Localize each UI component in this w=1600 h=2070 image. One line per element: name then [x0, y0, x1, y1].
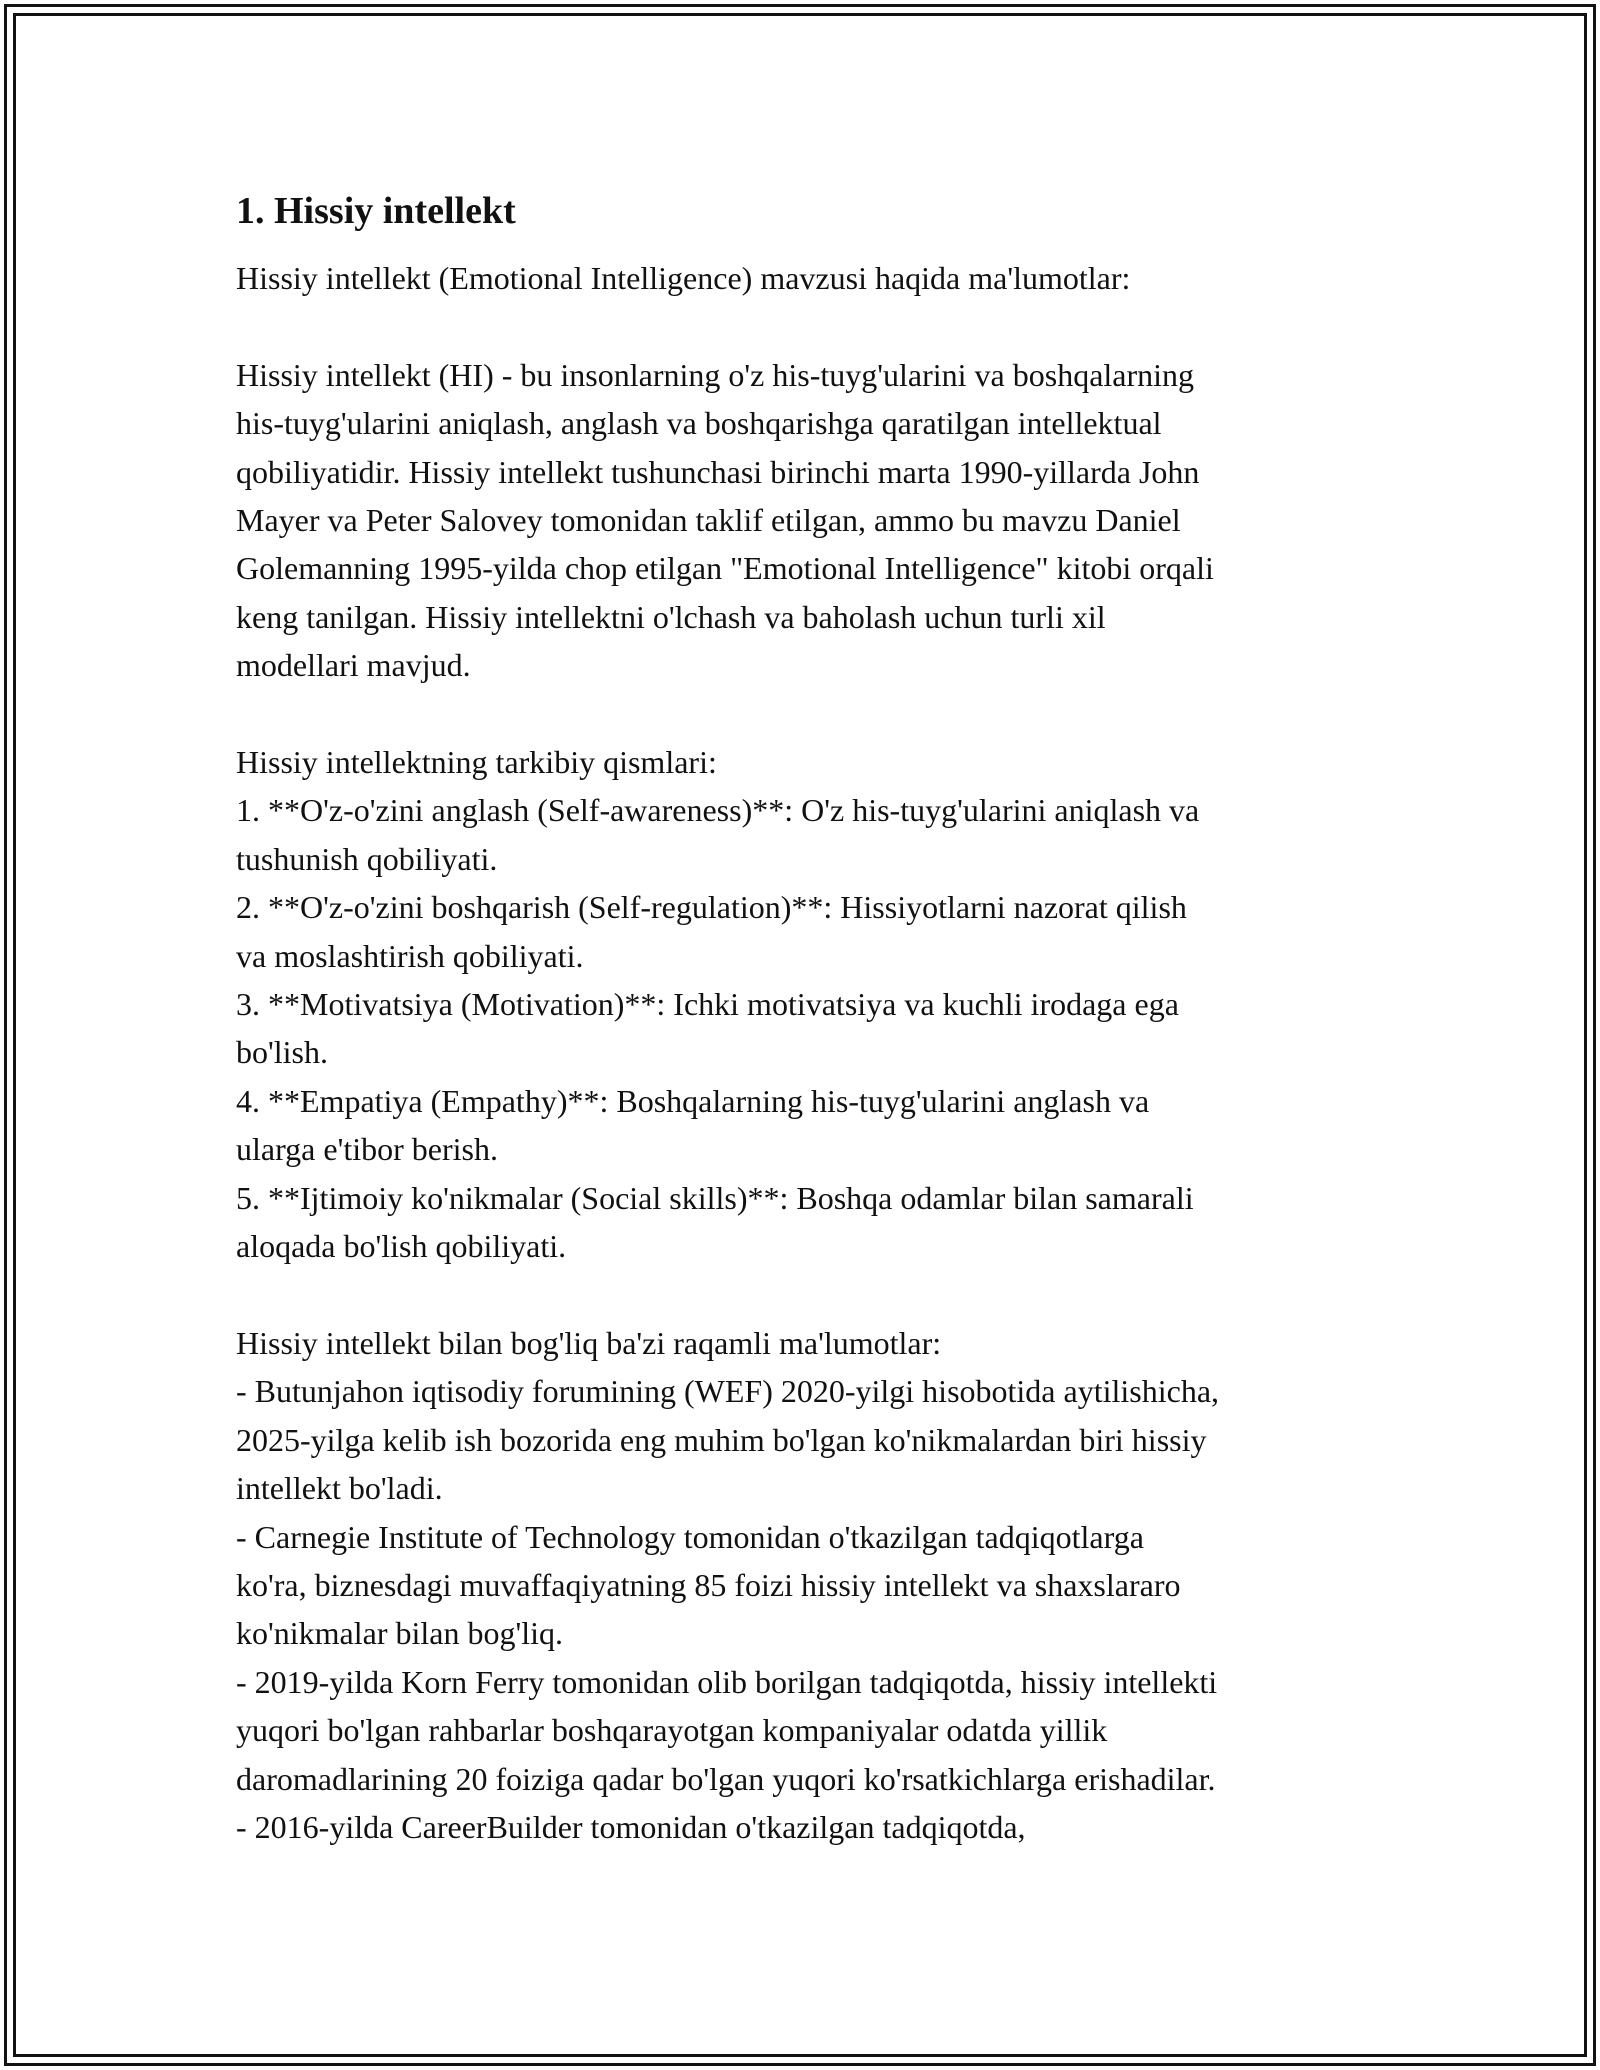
stats-line: daromadlarining 20 foiziga qadar bo'lgan yuqori ko'rsatkichlarga erishadilar.: [236, 1760, 1216, 1797]
component-line: va moslashtirish qobiliyati.: [236, 937, 584, 974]
stats-line: - Carnegie Institute of Technology tomonidan o'tkazilgan tadqiqotlarga: [236, 1518, 1144, 1555]
component-line: 5. **Ijtimoiy ko'nikmalar (Social skills)**: Boshqa odamlar bilan samarali: [236, 1179, 1194, 1216]
stats-line: ko'ra, biznesdagi muvaffaqiyatning 85 foizi hissiy intellekt va shaxslararo: [236, 1566, 1181, 1603]
component-line: 3. **Motivatsiya (Motivation)**: Ichki motivatsiya va kuchli irodaga ega: [236, 986, 1179, 1023]
definition-line: modellari mavjud.: [236, 647, 471, 684]
definition-paragraph: [236, 351, 1376, 690]
component-line: 4. **Empatiya (Empathy)**: Boshqalarning his-tuyg'ularini anglash va: [236, 1082, 1150, 1119]
paragraph-gap: [236, 302, 1376, 350]
stats-line: ko'nikmalar bilan bog'liq.: [236, 1615, 564, 1652]
stats-line: - Butunjahon iqtisodiy forumining (WEF) 2020-yilgi hisobotida aytilishicha,: [236, 1373, 1220, 1410]
intro-line: Hissiy intellekt (Emotional Intelligence) mavzusi haqida ma'lumotlar:: [236, 260, 1131, 296]
component-line: tushunish qobiliyati.: [236, 840, 498, 877]
component-line: ularga e'tibor berish.: [236, 1131, 498, 1168]
components-heading: Hissiy intellektning tarkibiy qismlari:: [236, 744, 717, 781]
stats-section: [236, 1319, 1376, 1851]
definition-line: his-tuyg'ularini aniqlash, anglash va boshqarishga qaratilgan intellektual: [236, 405, 1162, 442]
definition-line: Hissiy intellekt (HI) - bu insonlarning o'z his-tuyg'ularini va boshqalarning: [236, 356, 1195, 393]
stats-heading: Hissiy intellekt bilan bog'liq ba'zi raqamli ma'lumotlar:: [236, 1324, 942, 1361]
definition-line: Golemanning 1995-yilda chop etilgan "Emotional Intelligence" kitobi orqali: [236, 550, 1214, 587]
stats-line: - 2019-yilda Korn Ferry tomonidan olib borilgan tadqiqotda, hissiy intellekti: [236, 1663, 1218, 1700]
document-title: 1. Hissiy intellekt: [236, 190, 516, 232]
component-line: 2. **O'z-o'zini boshqarish (Self-regulation)**: Hissiyotlarni nazorat qilish: [236, 889, 1187, 926]
intro-paragraph: [236, 254, 1376, 302]
definition-line: keng tanilgan. Hissiy intellektni o'lchash va baholash uchun turli xil: [236, 598, 1106, 635]
component-line: 1. **O'z-o'zini anglash (Self-awareness)**: O'z his-tuyg'ularini aniqlash va: [236, 792, 1200, 829]
paragraph-gap: [236, 690, 1376, 738]
stats-line: yuqori bo'lgan rahbarlar boshqarayotgan kompaniyalar odatda yillik: [236, 1712, 1108, 1749]
stats-line: - 2016-yilda CareerBuilder tomonidan o'tkazilgan tadqiqotda,: [236, 1808, 1026, 1845]
stats-line: 2025-yilga kelib ish bozorida eng muhim bo'lgan ko'nikmalardan biri hissiy: [236, 1421, 1207, 1458]
component-line: bo'lish.: [236, 1034, 328, 1071]
stats-line: intellekt bo'ladi.: [236, 1470, 443, 1507]
components-section: [236, 738, 1376, 1270]
paragraph-gap: [236, 1271, 1376, 1319]
definition-line: Mayer va Peter Salovey tomonidan taklif etilgan, ammo bu mavzu Daniel: [236, 502, 1181, 539]
definition-line: qobiliyatidir. Hissiy intellekt tushunchasi birinchi marta 1990-yillarda John: [236, 453, 1200, 490]
component-line: aloqada bo'lish qobiliyati.: [236, 1228, 567, 1265]
document-body: [236, 186, 1376, 1851]
